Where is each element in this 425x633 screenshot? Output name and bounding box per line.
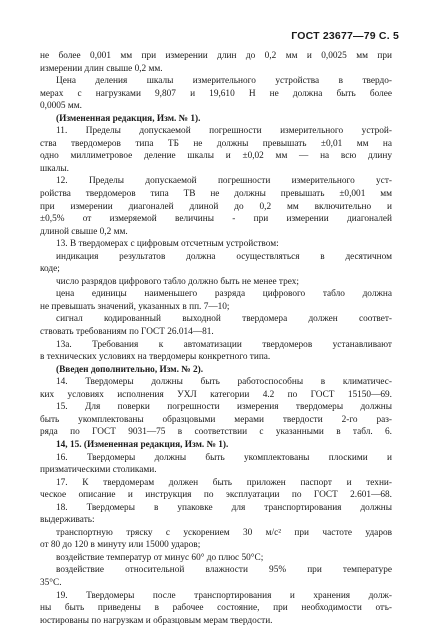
text-line: ствовать требованиям по ГОСТ 26.014—81. — [40, 327, 214, 338]
text-line: шкалы. — [40, 163, 69, 174]
text-line: воздействие относительной влажности 95% при температуре — [56, 565, 392, 576]
text-line: 17. К твердомерам должен быть приложен паспорт и техни- — [56, 477, 392, 488]
text-line: Цена деления шкалы измерительного устройства в твердо- — [56, 76, 392, 87]
text-line: ±0,5% от измеряемой величины - при измерении диагоналей — [40, 214, 392, 225]
text-line: длиной свыше 0,2 мм. — [40, 226, 128, 237]
text-line: при измерении диагоналей длиной до 0,2 мм включительно и — [40, 201, 392, 212]
text-line: юстированы по нагрузкам и образцовым мерам твердости. — [40, 615, 273, 626]
text-line: 12. Пределы допускаемой погрешности измерительного уст- — [56, 176, 392, 187]
text-line: число разрядов цифрового табло должно быть не менее трех; — [56, 276, 299, 287]
page-header: ГОСТ 23677—79 С. 5 — [291, 30, 399, 42]
text-line: не превышать значений, указанных в пп. 7—10; — [40, 301, 230, 312]
text-line: сигнал кодированный выходной твердомера должен соответ- — [56, 314, 392, 325]
text-line: 19. Твердомеры после транспортирования и хранения долж- — [56, 590, 392, 601]
text-line: измерении длин свыше 0,2 мм. — [40, 63, 163, 74]
text-line: цена единицы наименьшего разряда цифрового табло должна — [56, 289, 392, 300]
text-line: призматическими столиками. — [40, 465, 157, 476]
text-line: ких условиях исполнения УХЛ категории 4.2 по ГОСТ 15150—69. — [40, 389, 392, 400]
text-line: одно миллиметровое деление шкалы и ±0,02 мм — на всю длину — [40, 151, 392, 162]
text-line: индикация результатов должна осуществляться в десятичном — [56, 251, 392, 262]
text-line: воздействие температур от минус 60° до плюс 50°С; — [56, 552, 264, 563]
text-line: 35°С. — [40, 577, 62, 588]
text-line: (Введен дополнительно, Изм. № 2). — [56, 364, 204, 375]
text-line: мерах с нагрузками 9,807 и 19,610 Н не должна быть более — [40, 88, 392, 99]
text-line: 13. В твердомерах с цифровым отсчетным устройством: — [56, 239, 279, 250]
text-line: коде; — [40, 264, 60, 275]
text-line: 14, 15. (Измененная редакция, Изм. № 1). — [56, 439, 229, 450]
text-line: от 80 до 120 в минуту или 15000 ударов; — [40, 540, 201, 551]
text-line: 15. Для поверки погрешности измерения твердомеры должны — [56, 402, 392, 413]
text-line: ства твердомеров типа ТБ не должны превышать ±0,01 мм на — [40, 138, 392, 149]
text-line: ны быть приведены в рабочее состояние, при необходимости отъ- — [40, 603, 392, 614]
document-body — [40, 50, 392, 627]
text-line: транспортную тряску с ускорением 30 м/с² при частоте ударов — [56, 527, 392, 538]
text-line: 16. Твердомеры должны быть укомплектованы плоскими и — [56, 452, 392, 463]
text-line: 14. Твердомеры должны быть работоспособны в климатичес- — [56, 377, 392, 388]
text-line: в технических условиях на твердомеры конкретного типа. — [40, 352, 271, 363]
text-line: 11. Пределы допускаемой погрешности измерительного устрой- — [56, 126, 392, 137]
text-line: (Измененная редакция, Изм. № 1). — [56, 113, 201, 124]
text-line: быть укомплектованы образцовыми мерами твердости 2-го раз- — [40, 414, 392, 425]
text-line: 18. Твердомеры в упаковке для транспортирования должны — [56, 502, 392, 513]
text-line: ройства твердомеров типа ТВ не должны превышать ±0,001 мм — [40, 189, 392, 200]
text-line: ческое описание и инструкция по эксплуатации по ГОСТ 2.601—68. — [40, 490, 392, 501]
text-line: 13а. Требования к автоматизации твердомеров устанавливают — [56, 339, 392, 350]
text-line: выдерживать: — [40, 515, 95, 526]
text-line: ряда по ГОСТ 9031—75 в соответствии с указанными в табл. 6. — [40, 427, 392, 438]
text-line: 0,0005 мм. — [40, 101, 82, 112]
text-line: не более 0,001 мм при измерении длин до 0,2 мм и 0,0025 мм при — [40, 51, 392, 61]
